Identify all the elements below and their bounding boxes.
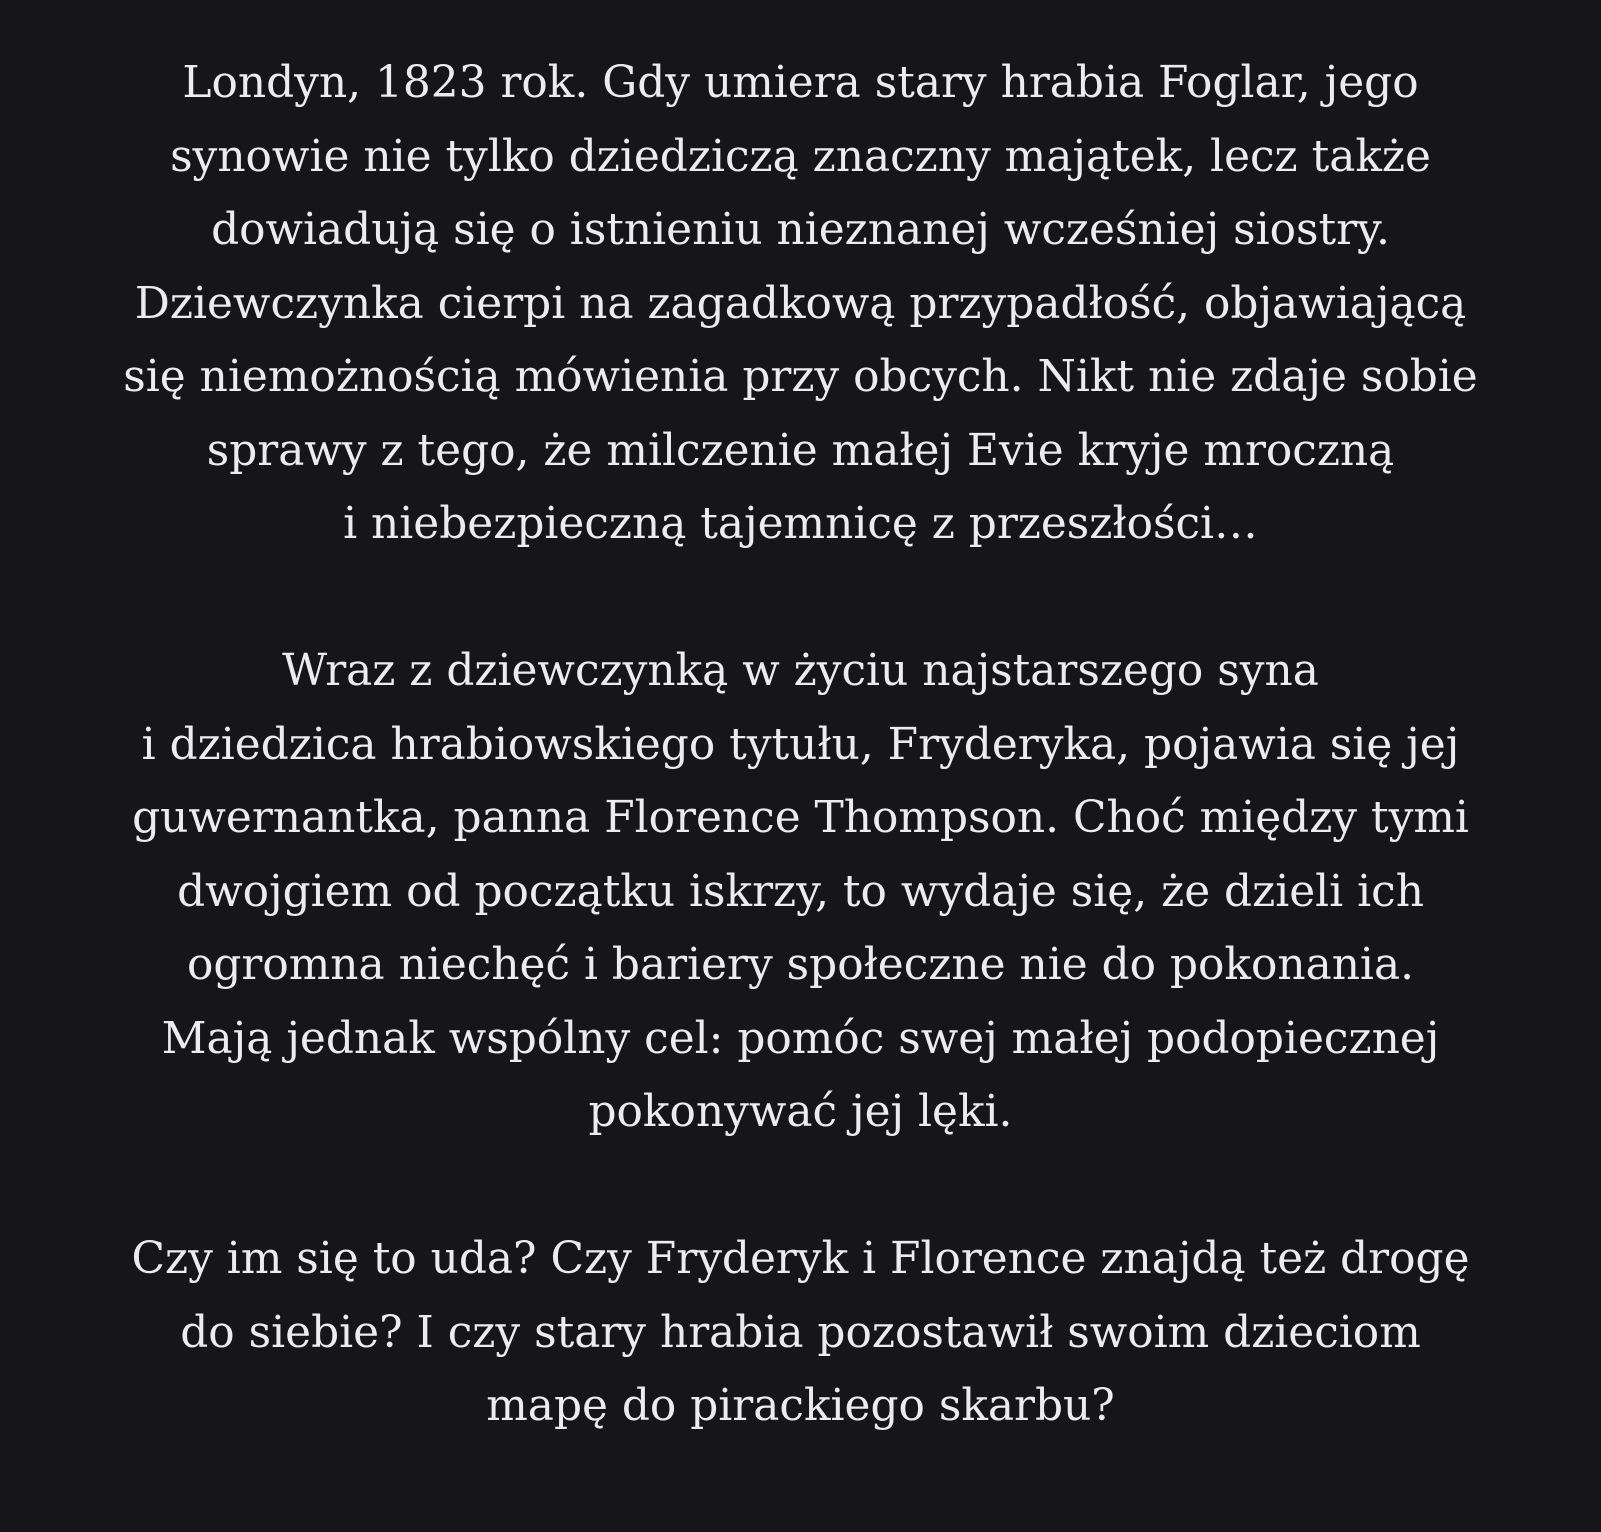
- text-line: i niebezpieczną tajemnicę z przeszłości…: [343, 498, 1258, 549]
- text-line: ogromna niechęć i bariery społeczne nie do pokonania.: [186, 939, 1415, 990]
- text-line: Czy im się to uda? Czy Fryderyk i Florence znajdą też drogę: [131, 1233, 1470, 1284]
- text-line: dwojgiem od początku iskrzy, to wydaje się, że dzieli ich: [177, 865, 1424, 917]
- paragraph-1: [0, 46, 1601, 561]
- text-line: Dziewczynka cierpi na zagadkową przypadłość, objawiającą: [134, 277, 1467, 329]
- paragraph-3: [0, 1222, 1601, 1443]
- text-line: dowiadują się o istnieniu nieznanej wcześniej siostry.: [211, 204, 1390, 255]
- text-line: synowie nie tylko dziedziczą znaczny majątek, lecz także: [170, 130, 1431, 182]
- text-line: guwernantka, panna Florence Thompson. Choć między tymi: [132, 792, 1469, 843]
- paragraph-2: [0, 634, 1601, 1149]
- text-line: się niemożnością mówienia przy obcych. Nikt nie zdaje sobie: [123, 351, 1478, 402]
- blurb-text: [0, 46, 1601, 1443]
- text-line: Wraz z dziewczynką w życiu najstarszego syna: [282, 645, 1319, 696]
- text-line: Mają jednak wspólny cel: pomóc swej małej podopiecznej: [161, 1012, 1440, 1064]
- text-line: do siebie? I czy stary hrabia pozostawił swoim dzieciom: [180, 1306, 1421, 1358]
- text-line: pokonywać jej lęki.: [588, 1086, 1013, 1137]
- text-line: i dziedzica hrabiowskiego tytułu, Fryderyka, pojawia się jej: [141, 718, 1460, 770]
- text-line: Londyn, 1823 rok. Gdy umiera stary hrabia Foglar, jego: [182, 57, 1419, 108]
- text-line: sprawy z tego, że milczenie małej Evie kryje mroczną: [206, 424, 1395, 476]
- text-line: mapę do pirackiego skarbu?: [486, 1380, 1115, 1431]
